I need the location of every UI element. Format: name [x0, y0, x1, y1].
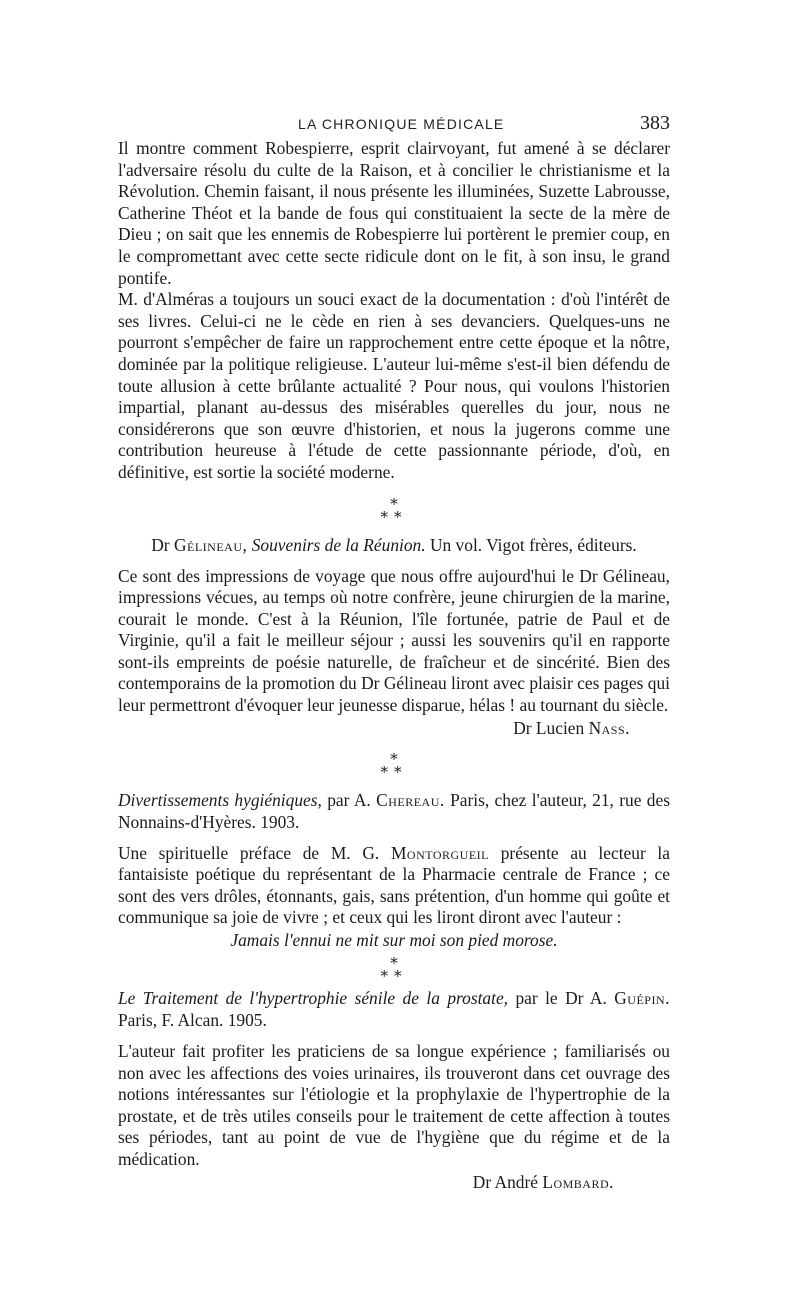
running-header — [118, 112, 670, 138]
separator-asterism-2: * ** — [380, 749, 408, 781]
review-body-guepin: L'auteur fait profiter les praticiens de sa longue expérience ; familiarisés ou non avec les affections des voies urinaires, ils trouveront dans cet ouvrage des notions intéressantes sur l'étiologie et la prophylaxie de l'hypertrophie de la prostate, et de très utiles conseils pour le traitement de cette affection à toutes ses périodes, tant au point de vue de l'hygiène que du régime et de la médication. — [118, 1041, 670, 1169]
signature-nass: Dr Lucien Nass. — [513, 717, 630, 738]
review-reference-gelineau: Dr Gélineau, Souvenirs de la Réunion. Un vol. Vigot frères, éditeurs. — [151, 534, 637, 555]
review-body-chereau: Une spirituelle préface de M. G. Montorgueil présente au lecteur la fantaisiste poétique du représentant de la Pharmacie centrale de France ; ce sont des vers drôles, étonnants, gais, sans prétention, d'un homme qui goûte et communique sa joie de vivre ; et ceux qui les liront diront avec l'auteur : — [118, 842, 670, 928]
separator-asterism-3: * ** — [380, 954, 408, 986]
review-reference-chereau: Divertissements hygiéniques, par A. Chereau. Paris, chez l'auteur, 21, rue des Nonnains-d'Hyères. 1903. — [118, 789, 670, 832]
separator-asterism-1: * ** — [380, 494, 408, 526]
review-body-gelineau: Ce sont des impressions de voyage que nous offre aujourd'hui le Dr Gélineau, impressions vécues, au temps où notre confrère, jeune chirurgien de la marine, courait le monde. C'est à la Réunion, l'île fortunée, patrie de Paul et de Virginie, qu'il a fait le meilleur séjour ; aussi les souvenirs qu'il en rapporte sont-ils empreints de poésie naturelle, de fraîcheur et de sincérité. Bien des contemporains de la promotion du Dr Gélineau liront avec plaisir ces pages qui leur permettront d'évoquer leur jeunesse disparue, hélas ! au tournant du siècle. — [118, 565, 670, 716]
quote-verse: Jamais l'ennui ne mit sur moi son pied morose. — [230, 930, 558, 951]
paragraph-almeras: M. d'Alméras a toujours un souci exact de la documentation : d'où l'intérêt de ses livres. Celui-ci ne le cède en rien à ses devanciers. Quelques-uns ne pourront s'empêcher de faire un rapprochement entre cette époque et la nôtre, dominée par la politique religieuse. L'auteur lui-même s'est-il bien défendu de toute allusion à cette brûlante actualité ? Pour nous, qui voulons l'historien impartial, planant au-dessus des misérables querelles du jour, nous ne considérerons que son œuvre d'historien, et nous la jugerons comme une contribution heureuse à l'étude de cette passionnante période, d'où, en définitive, est sortie la société moderne. — [118, 289, 670, 482]
signature-lombard: Dr André Lombard. — [472, 1171, 614, 1192]
review-reference-guepin: Le Traitement de l'hypertrophie sénile de la prostate, par le Dr A. Guépin. Paris, F. Alcan. 1905. — [118, 988, 670, 1031]
page-number: 383 — [640, 112, 670, 134]
page — [118, 112, 670, 1193]
journal-title: LA CHRONIQUE MÉDICALE — [298, 116, 505, 132]
paragraph-robespierre: Il montre comment Robespierre, esprit clairvoyant, fut amené à se déclarer l'adversaire résolu du culte de la Raison, et à concilier le christianisme et la Révolution. Chemin faisant, il nous présente les illuminées, Suzette Labrousse, Catherine Théot et la bande de fous qui constituaient la secte de la mère de Dieu ; on sait que les ennemis de Robespierre lui portèrent le premier coup, en le compromettant avec cette secte ridicule dont on le fit, à son insu, le grand pontife. — [118, 138, 670, 288]
